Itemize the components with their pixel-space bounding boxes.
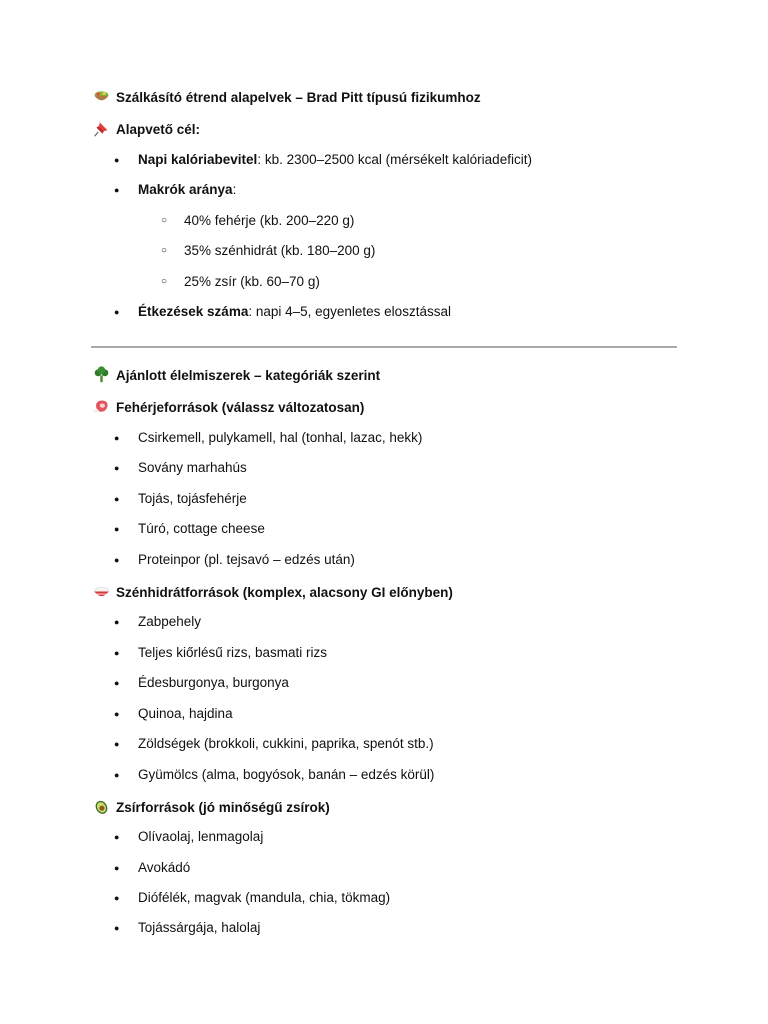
list-item: Túró, cottage cheese: [138, 521, 265, 536]
list-item: Olívaolaj, lenmagolaj: [138, 829, 264, 844]
horizontal-divider: [91, 346, 677, 348]
bullet-disc: ●: [114, 863, 120, 873]
carbs-heading-row: [93, 583, 453, 602]
page-title: Szálkásító étrend alapelvek – Brad Pitt típusú fizikumhoz: [116, 90, 481, 105]
salad-bowl-icon: [93, 88, 110, 105]
list-item: Quinoa, hajdina: [138, 706, 233, 721]
protein-heading: Fehérjeforrások (válassz változatosan): [116, 400, 365, 415]
protein-heading-row: [93, 398, 364, 417]
bullet-disc: ●: [114, 524, 120, 534]
broccoli-icon: [93, 366, 110, 383]
item-label: Makrók aránya: [138, 182, 233, 197]
bullet-disc: ●: [114, 494, 120, 504]
list-item: Édesburgonya, burgonya: [138, 675, 289, 690]
item-label: Étkezések száma: [138, 304, 249, 319]
macro-item: 25% zsír (kb. 60–70 g): [184, 274, 320, 289]
bullet-circle: ○: [161, 245, 168, 256]
bullet-disc: ●: [114, 893, 120, 903]
bullet-disc: ●: [114, 555, 120, 565]
item-text: :: [232, 182, 237, 197]
foods-heading-row: [93, 366, 380, 385]
item-text: : napi 4–5, egyenletes elosztással: [248, 304, 451, 319]
list-item: Csirkemell, pulykamell, hal (tonhal, lazac, hekk): [138, 430, 423, 445]
macro-item: 40% fehérje (kb. 200–220 g): [184, 213, 355, 228]
bullet-disc: ●: [114, 433, 120, 443]
bullet-disc: ●: [114, 617, 120, 627]
bullet-disc: ●: [114, 678, 120, 688]
pushpin-icon: [93, 120, 110, 137]
item-text: : kb. 2300–2500 kcal (mérsékelt kalóriadeficit): [257, 152, 532, 167]
fats-heading-row: [93, 798, 330, 817]
list-item: Tojássárgája, halolaj: [138, 920, 261, 935]
goal-heading: Alapvető cél:: [116, 122, 201, 137]
item-label: Napi kalóriabevitel: [138, 152, 258, 167]
list-item: Sovány marhahús: [138, 460, 247, 475]
bullet-disc: ●: [114, 739, 120, 749]
list-item: Proteinpor (pl. tejsavó – edzés után): [138, 552, 355, 567]
bullet-disc: ●: [114, 770, 120, 780]
rice-bowl-icon: [93, 583, 110, 600]
bullet-circle: ○: [161, 215, 168, 226]
bullet-circle: ○: [161, 276, 168, 287]
bullet-disc: ●: [114, 185, 120, 195]
goal-heading-row: [93, 120, 200, 139]
bullet-disc: ●: [114, 923, 120, 933]
list-item: Zabpehely: [138, 614, 202, 629]
list-item: Gyümölcs (alma, bogyósok, banán – edzés körül): [138, 767, 435, 782]
carbs-heading: Szénhidrátforrások (komplex, alacsony GI előnyben): [116, 585, 453, 600]
list-item: [138, 303, 451, 321]
list-item: Teljes kiőrlésű rizs, basmati rizs: [138, 645, 328, 660]
bullet-disc: ●: [114, 155, 120, 165]
list-item: Zöldségek (brokkoli, cukkini, paprika, spenót stb.): [138, 736, 434, 751]
meat-icon: [93, 398, 110, 415]
avocado-icon: [93, 798, 110, 815]
bullet-disc: ●: [114, 709, 120, 719]
list-item: Avokádó: [138, 860, 191, 875]
page-title-row: [93, 88, 481, 107]
bullet-disc: ●: [114, 307, 120, 317]
bullet-disc: ●: [114, 463, 120, 473]
bullet-disc: ●: [114, 832, 120, 842]
bullet-disc: ●: [114, 648, 120, 658]
macro-item: 35% szénhidrát (kb. 180–200 g): [184, 243, 376, 258]
foods-heading: Ajánlott élelmiszerek – kategóriák szerint: [116, 368, 381, 383]
list-item: [138, 151, 532, 169]
fats-heading: Zsírforrások (jó minőségű zsírok): [116, 800, 330, 815]
list-item: Diófélék, magvak (mandula, chia, tökmag): [138, 890, 391, 905]
list-item: Tojás, tojásfehérje: [138, 491, 247, 506]
list-item: [138, 181, 236, 199]
